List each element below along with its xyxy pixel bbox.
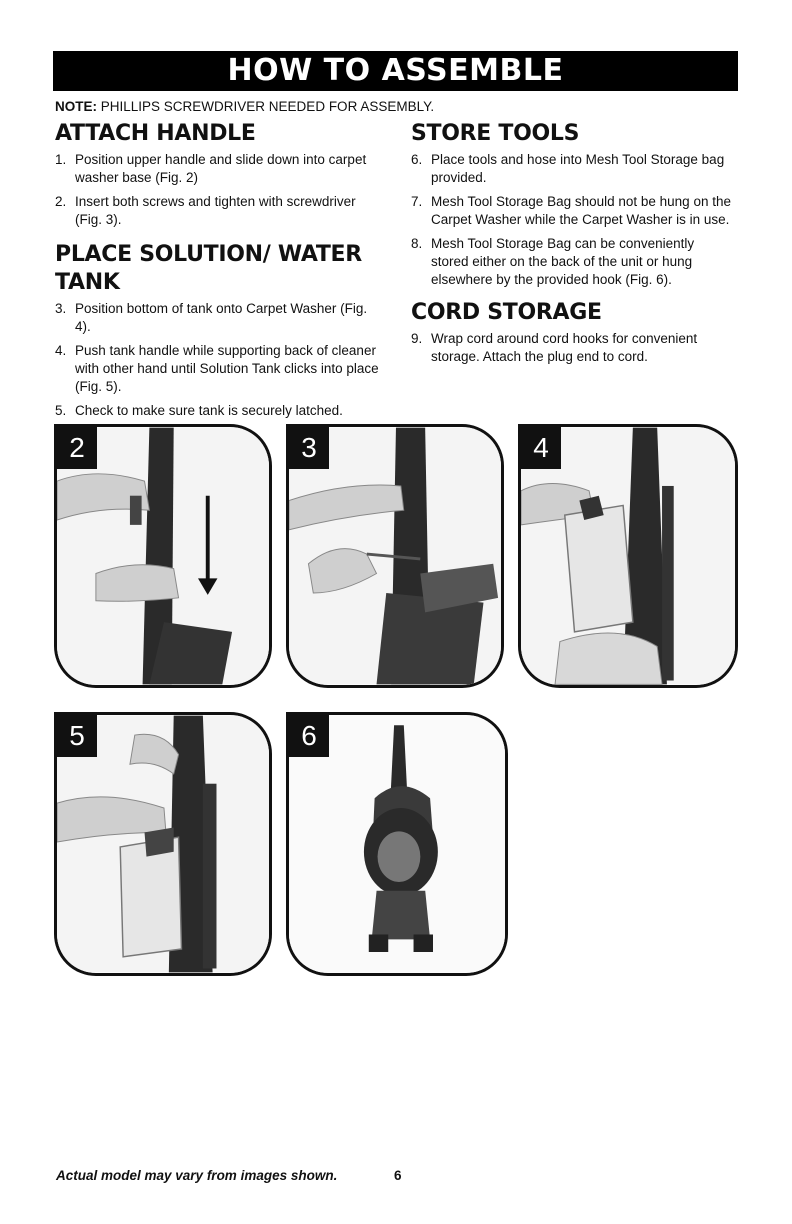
step-number: 3. bbox=[55, 301, 67, 316]
figure-number: 6 bbox=[289, 715, 329, 757]
step-text: Check to make sure tank is securely latched. bbox=[75, 403, 343, 418]
step-number: 2. bbox=[55, 194, 67, 209]
step-number: 5. bbox=[55, 403, 67, 418]
figure-number: 3 bbox=[289, 427, 329, 469]
step-text: Wrap cord around cord hooks for convenient storage. Attach the plug end to cord. bbox=[431, 331, 698, 364]
step-text: Position upper handle and slide down into carpet washer base (Fig. 2) bbox=[75, 152, 367, 185]
step-7 bbox=[411, 193, 731, 229]
step-2 bbox=[55, 193, 380, 229]
step-text: Push tank handle while supporting back of cleaner with other hand until Solution Tank clicks into place (Fig. 5). bbox=[75, 343, 379, 394]
step-text: Insert both screws and tighten with screwdriver (Fig. 3). bbox=[75, 194, 356, 227]
store-tools-heading: STORE TOOLS bbox=[411, 121, 580, 146]
page-number: 6 bbox=[394, 1168, 402, 1183]
step-number: 8. bbox=[411, 236, 423, 251]
figure-number: 2 bbox=[57, 427, 97, 469]
step-8 bbox=[411, 235, 731, 289]
note-text: PHILLIPS SCREWDRIVER NEEDED FOR ASSEMBLY. bbox=[100, 99, 435, 114]
step-9 bbox=[411, 330, 731, 366]
left-column bbox=[55, 120, 380, 426]
note-label: NOTE: bbox=[55, 99, 97, 114]
figure-5-tank-latching bbox=[54, 712, 272, 976]
step-number: 9. bbox=[411, 331, 423, 346]
page-banner: HOW TO ASSEMBLE bbox=[53, 51, 738, 91]
step-5 bbox=[55, 402, 380, 420]
figure-number: 4 bbox=[521, 427, 561, 469]
place-tank-heading: PLACE SOLUTION/ WATER TANK bbox=[55, 242, 362, 295]
note bbox=[55, 99, 434, 114]
cord-storage-heading: CORD STORAGE bbox=[411, 300, 602, 325]
right-column bbox=[411, 120, 731, 372]
step-text: Place tools and hose into Mesh Tool Storage bag provided. bbox=[431, 152, 725, 185]
step-text: Mesh Tool Storage Bag should not be hung on the Carpet Washer while the Carpet Washer is in use. bbox=[431, 194, 731, 227]
step-3 bbox=[55, 300, 380, 336]
step-text: Mesh Tool Storage Bag can be conveniently stored either on the back of the unit or hung elsewhere by the provided hook (Fig. 6). bbox=[431, 236, 695, 287]
figure-2-handle-insertion bbox=[54, 424, 272, 688]
step-6 bbox=[411, 151, 731, 187]
step-4 bbox=[55, 342, 380, 396]
figure-4-tank-placement bbox=[518, 424, 738, 688]
step-number: 7. bbox=[411, 194, 423, 209]
figure-6-bag-storage bbox=[286, 712, 508, 976]
step-number: 4. bbox=[55, 343, 67, 358]
step-1 bbox=[55, 151, 380, 187]
disclaimer: Actual model may vary from images shown. bbox=[56, 1168, 338, 1183]
step-text: Position bottom of tank onto Carpet Washer (Fig. 4). bbox=[75, 301, 368, 334]
step-number: 6. bbox=[411, 152, 423, 167]
step-number: 1. bbox=[55, 152, 67, 167]
figure-3-screw-tightening bbox=[286, 424, 504, 688]
figure-number: 5 bbox=[57, 715, 97, 757]
attach-handle-heading: ATTACH HANDLE bbox=[55, 121, 256, 146]
